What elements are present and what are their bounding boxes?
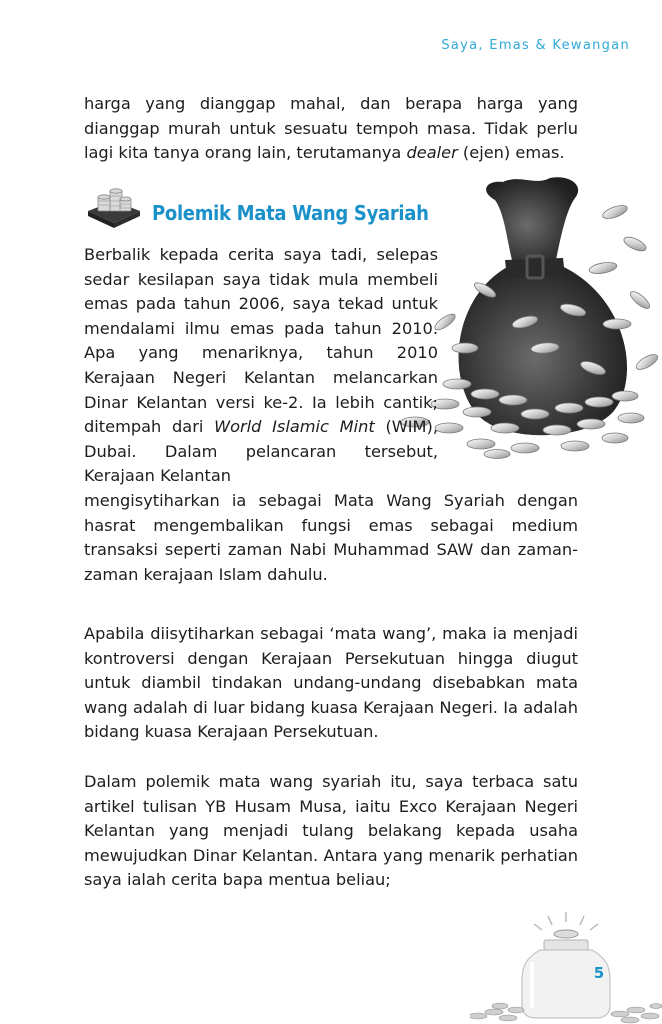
- italic-term: dealer: [406, 143, 458, 163]
- coin-jar-illustration: [470, 910, 662, 1024]
- text-run: harga yang dianggap mahal, dan berapa harga yang dianggap murah untuk sesuatu tempoh masa. Tidak perlu lagi kita tanya orang lain, terutamanya: [84, 94, 578, 163]
- page-number: 5: [593, 964, 605, 982]
- text-run: (WIM), Dubai. Dalam pelancaran tersebut, Kerajaan Kelantan: [84, 417, 438, 486]
- running-header: Saya, Emas & Kewangan: [441, 38, 630, 53]
- text-run: (ejen) emas.: [457, 143, 565, 163]
- italic-term: World Islamic Mint: [214, 417, 375, 437]
- paragraph-kelantan-dinar: [84, 243, 438, 489]
- coin-stack-icon: [84, 185, 144, 229]
- paragraph-intro: [84, 92, 578, 166]
- text-run: Berbalik kepada cerita saya tadi, selepas sedar kesilapan saya tidak mula membeli emas pada tahun 2006, saya tekad untuk mendalami ilmu emas pada tahun 2010. Apa yang menariknya, tahun 2010 Kerajaan Negeri Kelantan melancarkan Dinar Kelantan versi ke-2. Ia lebih cantik; ditempah dari: [84, 245, 438, 437]
- section-heading: Polemik Mata Wang Syariah: [152, 201, 429, 225]
- paragraph-kelantan-dinar-continued: mengisytiharkan ia sebagai Mata Wang Syariah dengan hasrat mengembalikan fungsi emas sebagai medium transaksi seperti zaman Nabi Muhammad SAW dan zaman-zaman kerajaan Islam dahulu.: [84, 491, 578, 584]
- paragraph-controversy: Apabila diisytiharkan sebagai ‘mata wang’, maka ia menjadi kontroversi dengan Kerajaan Persekutuan hingga diugut untuk diambil tindakan undang-undang disebabkan mata wang adalah di luar bidang kuasa Kerajaan Negeri. Ia adalah bidang kuasa Kerajaan Persekutuan.: [84, 624, 578, 742]
- paragraph-husam-musa: Dalam polemik mata wang syariah itu, saya terbaca satu artikel tulisan YB Husam Musa, iaitu Exco Kerajaan Negeri Kelantan yang menjadi tulang belakang kepada usaha mewujudkan Dinar Kelantan. Antara yang menarik perhatian saya ialah cerita bapa mentua beliau;: [84, 772, 578, 890]
